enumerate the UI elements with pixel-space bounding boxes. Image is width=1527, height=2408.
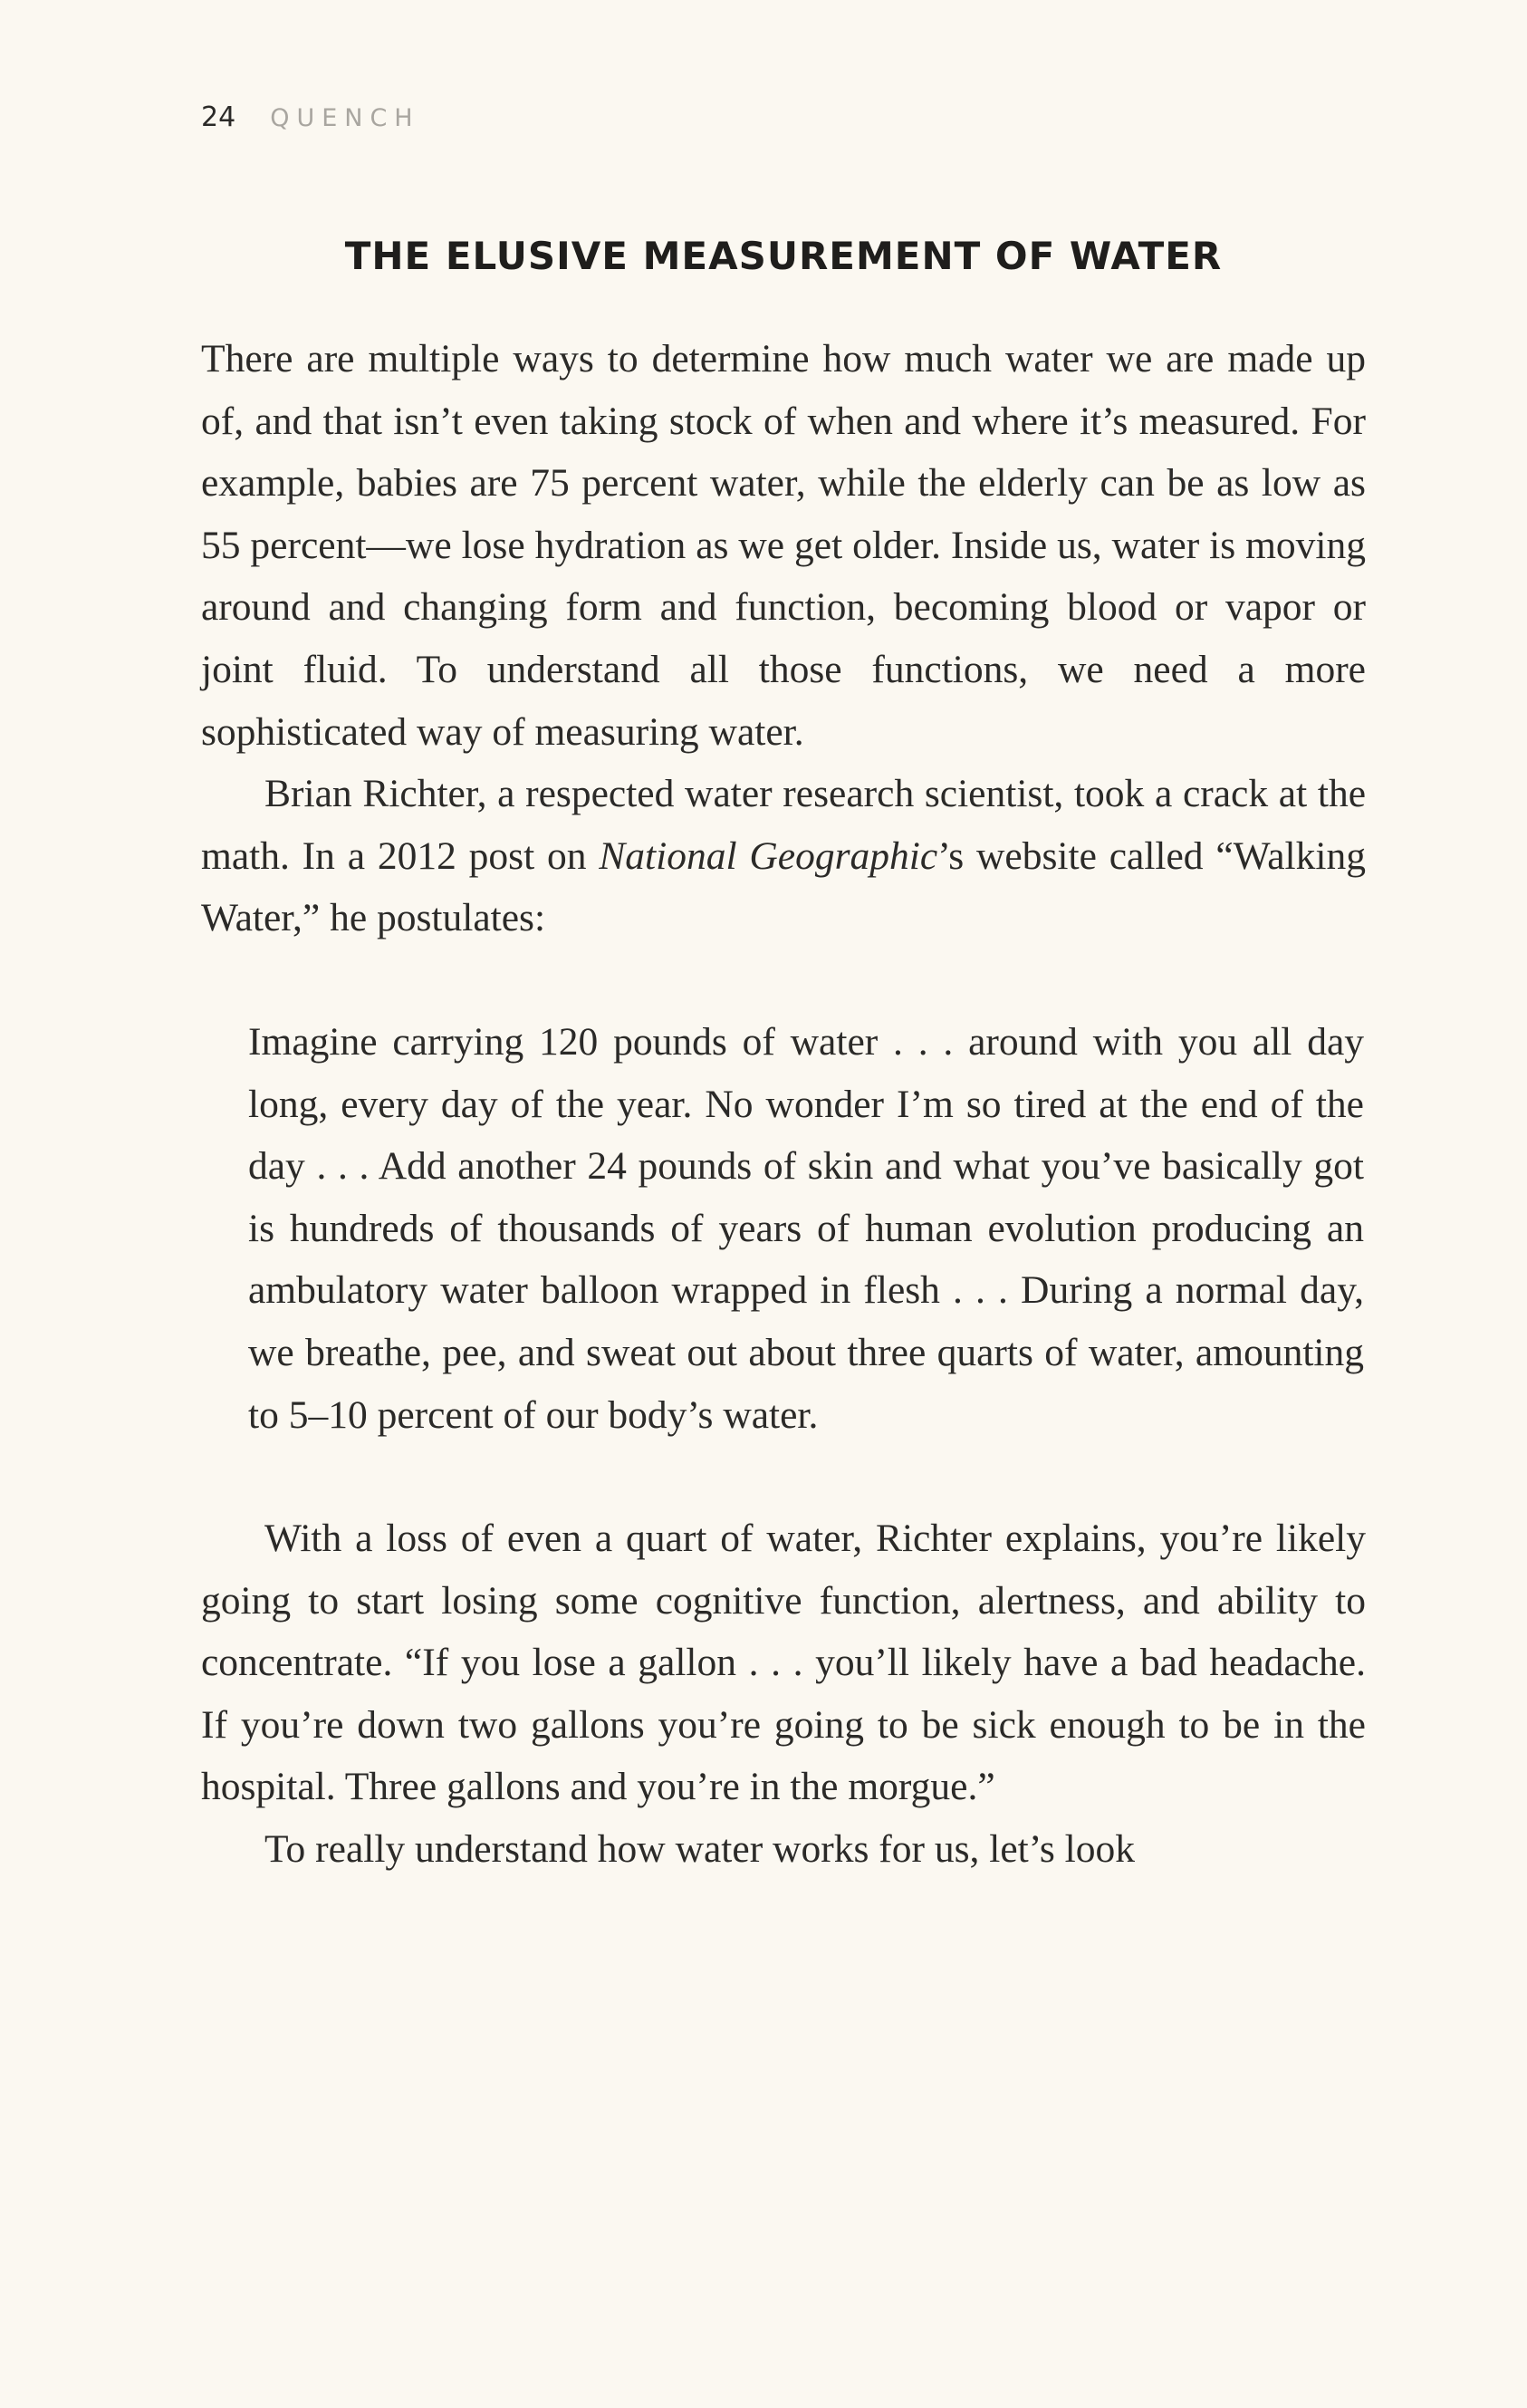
- section-heading: THE ELUSIVE MEASUREMENT OF WATER: [344, 234, 1223, 278]
- block-quote-text: Imagine carrying 120 pounds of water . . . around with you all day long, every day of the year. No wonder I’m so tired at the end of the day . . . Add another 24 pounds of skin and what you’ve basically got is hundreds of thousands of years of human evolution producing an ambulatory water balloon wrapped in flesh . . . During a normal day, we breathe, pee, and sweat out about three quarts of water, amounting to 5–10 percent of our body’s water.: [248, 1019, 1364, 1437]
- body-text: [201, 328, 1366, 1881]
- running-head-title: QUENCH: [270, 104, 420, 132]
- paragraph-2-tail: ’s website called “Walking Water,” he postulates:: [201, 833, 1366, 940]
- paragraph-3: With a loss of even a quart of water, Richter explains, you’re likely going to start losing some cognitive function, alertness, and ability to concentrate. “If you lose a gallon . . . you’ll likely have a bad headache. If you’re down two gallons you’re going to be sick enough to be in the hospital. Three gallons and you’re in the morgue.”: [201, 1517, 1366, 1809]
- paragraph-1: There are multiple ways to determine how much water we are made up of, and that isn’t even taking stock of when and where it’s measured. For example, babies are 75 percent water, while the elderly can be as low as 55 percent—we lose hydration as we get older. Inside us, water is moving around and changing form and function, becoming blood or vapor or joint fluid. To understand all those functions, we need a more sophisticated way of measuring water.: [201, 337, 1366, 754]
- publication-title: National Geographic: [599, 833, 938, 878]
- paragraph-2: [201, 763, 1366, 949]
- paragraph-2-lead: Brian Richter, a respected water research scientist, took a crack at the math. In a 2012 post on: [201, 772, 1366, 878]
- block-quote: [248, 1011, 1364, 1446]
- paragraph-4: To really understand how water works for us, let’s look: [264, 1827, 1135, 1872]
- running-head: [201, 101, 420, 147]
- page-number: 24: [201, 101, 236, 133]
